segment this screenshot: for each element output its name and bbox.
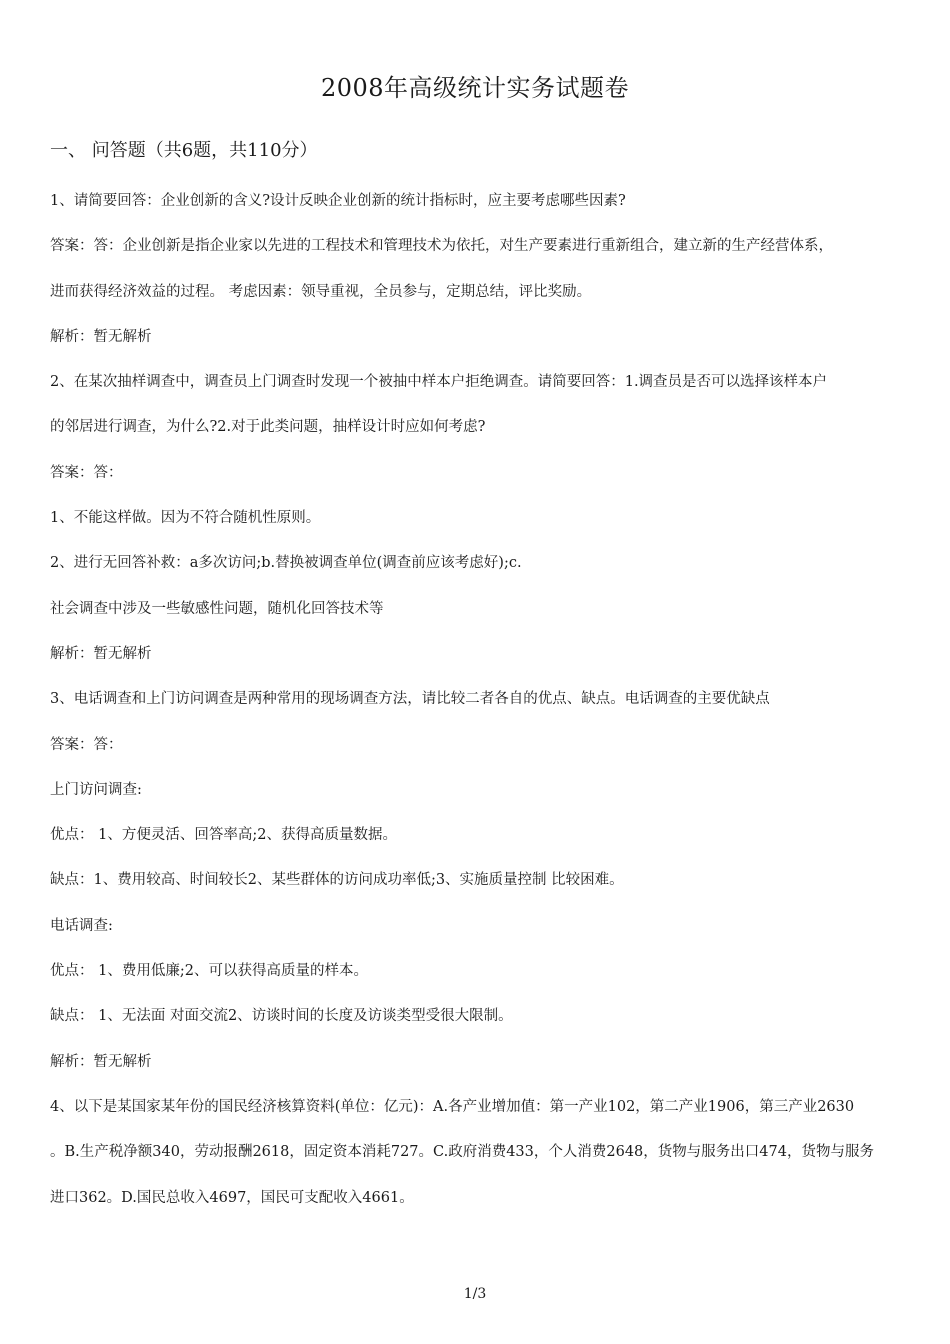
question-4-line-3: 进口362。D.国民总收入4697，国民可支配收入4661。 [50,1189,414,1206]
question-4-line-2: 。B.生产税净额340，劳动报酬2618，固定资本消耗727。C.政府消费433，个人消费2648，货物与服务出口474，货物与服务 [50,1144,874,1161]
question-2-line-2: 的邻居进行调查，为什么?2.对于此类问题，抽样设计时应如何考虑? [50,419,486,436]
question-3-text: 3、电话调查和上门访问调查是两种常用的现场调查方法，请比较二者各自的优点、缺点。电话调查的主要优缺点 [50,691,770,708]
answer-2-point-1: 1、不能这样做。因为不符合随机性原则。 [50,510,321,527]
answer-1-line-1: 答案：答：企业创新是指企业家以先进的工程技术和管理技术为依托，对生产要素进行重新组合，建立新的生产经营体系， [50,238,833,255]
answer-3-door-heading: 上门访问调查: [50,781,142,798]
question-2-line-1: 2、在某次抽样调查中，调查员上门调查时发现一个被抽中样本户拒绝调查。请简要回答：1.调查员是否可以选择该样本户 [50,374,828,391]
question-4-line-1: 4、以下是某国家某年份的国民经济核算资料(单位：亿元)：A.各产业增加值：第一产业102，第二产业1906，第三产业2630 [50,1098,855,1115]
answer-2-point-2: 2、进行无回答补救：a多次访问;b.替换被调查单位(调查前应该考虑好);c. [50,555,522,572]
document-body [50,179,905,1221]
answer-3-door-pros: 优点： 1、方便灵活、回答率高;2、获得高质量数据。 [50,827,397,844]
question-1-text: 1、请简要回答：企业创新的含义?设计反映企业创新的统计指标时，应主要考虑哪些因素? [50,193,626,209]
answer-1-line-2: 进而获得经济效益的过程。 考虑因素：领导重视，全员参与，定期总结，评比奖励。 [50,283,592,300]
answer-2-point-2-cont: 社会调查中涉及一些敏感性问题，随机化回答技术等 [50,600,384,617]
analysis-2: 解析：暂无解析 [50,645,152,662]
answer-3-phone-pros: 优点： 1、费用低廉;2、可以获得高质量的样本。 [50,963,368,980]
analysis-3: 解析：暂无解析 [50,1053,152,1070]
answer-3-label: 答案：答： [50,736,123,753]
section-heading: 一、 问答题（共6题，共110分） [50,140,318,161]
answer-2-label: 答案：答： [50,464,123,481]
answer-3-door-cons: 缺点：1、费用较高、时间较长2、某些群体的访问成功率低;3、实施质量控制 比较困难。 [50,872,624,889]
answer-3-phone-cons: 缺点： 1、无法面 对面交流2、访谈时间的长度及访谈类型受很大限制。 [50,1008,513,1025]
page-number: 1/3 [463,1286,487,1302]
document-title: 2008年高级统计实务试题卷 [320,74,630,102]
analysis-1: 解析：暂无解析 [50,328,152,345]
answer-3-phone-heading: 电话调查: [50,917,113,934]
